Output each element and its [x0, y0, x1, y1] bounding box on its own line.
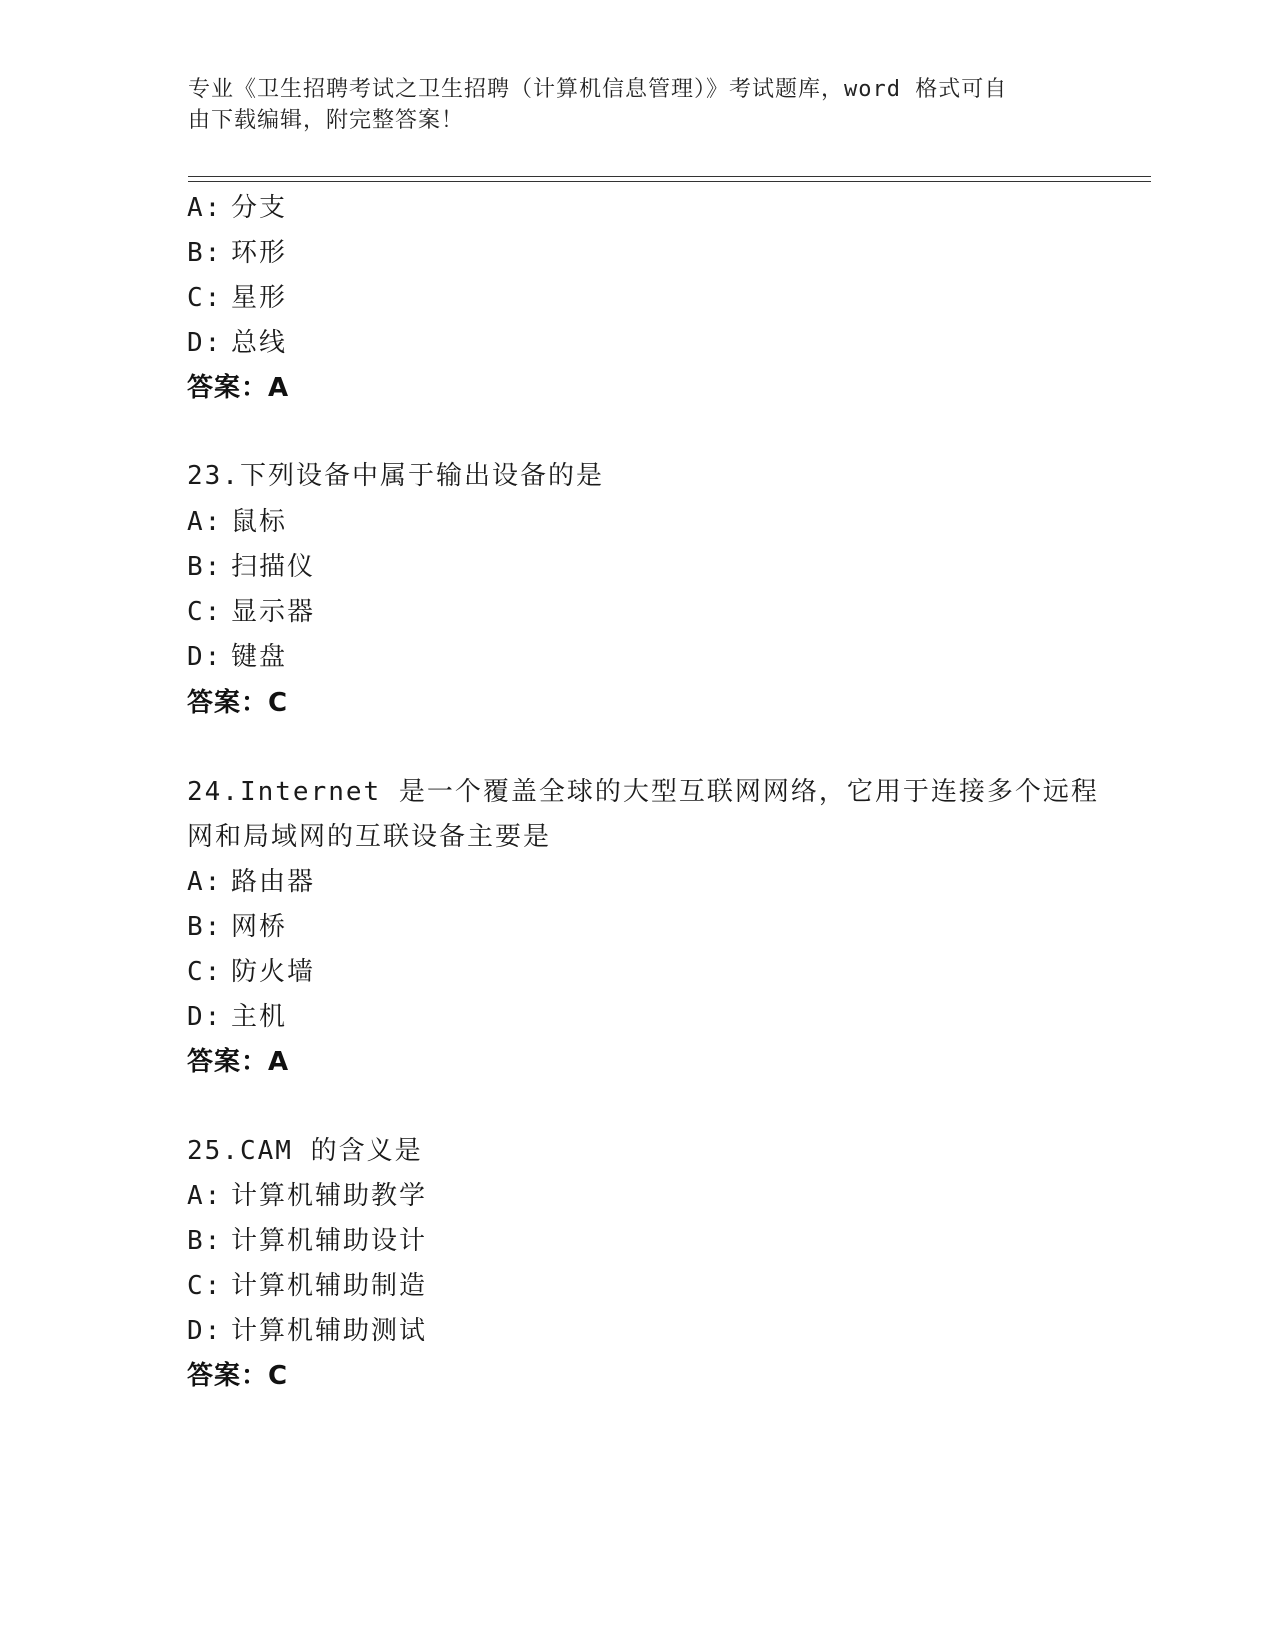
header-line-2: 由下载编辑，附完整答案！ — [188, 108, 465, 133]
option-text: 星形 — [231, 283, 288, 313]
option-label: B: — [187, 238, 223, 268]
answer-value: C — [268, 688, 289, 718]
q22-option-b — [187, 238, 287, 268]
header-divider-top — [188, 176, 1151, 177]
q23-option-b — [187, 552, 315, 582]
option-label: A: — [187, 867, 223, 897]
option-text: 计算机辅助教学 — [231, 1181, 428, 1211]
answer-label: 答案： — [187, 1361, 269, 1391]
q25-question: 25.CAM 的含义是 — [187, 1136, 423, 1166]
q22-option-a — [187, 193, 287, 223]
option-label: D: — [187, 328, 223, 358]
answer-label: 答案： — [187, 688, 269, 718]
option-text: 计算机辅助测试 — [231, 1316, 428, 1346]
q25-option-b — [187, 1226, 427, 1256]
option-text: 计算机辅助制造 — [231, 1271, 428, 1301]
option-text: 显示器 — [231, 597, 316, 627]
option-label: B: — [187, 912, 223, 942]
option-label: B: — [187, 1226, 223, 1256]
q23-option-c — [187, 597, 315, 627]
q23-question: 23.下列设备中属于输出设备的是 — [187, 461, 604, 491]
document-header — [188, 74, 1068, 136]
answer-label: 答案： — [187, 373, 269, 403]
option-label: C: — [187, 1271, 223, 1301]
q24-option-b — [187, 912, 287, 942]
q22-option-c — [187, 283, 287, 313]
q25-option-d — [187, 1316, 427, 1346]
option-text: 键盘 — [231, 642, 288, 672]
option-text: 防火墙 — [231, 957, 316, 987]
option-label: B: — [187, 552, 223, 582]
option-text: 总线 — [231, 328, 288, 358]
option-label: D: — [187, 1316, 223, 1346]
option-label: D: — [187, 1002, 223, 1032]
option-label: C: — [187, 283, 223, 313]
option-label: C: — [187, 957, 223, 987]
q25-option-c — [187, 1271, 427, 1301]
q24-question-line-2: 网和局域网的互联设备主要是 — [187, 822, 552, 852]
q23-option-d — [187, 642, 287, 672]
header-line-1: 专业《卫生招聘考试之卫生招聘（计算机信息管理）》考试题库，word 格式可自 — [188, 77, 1008, 102]
header-divider-bottom — [188, 181, 1151, 182]
answer-value: C — [268, 1361, 289, 1391]
q25-option-a — [187, 1181, 427, 1211]
q24-answer — [187, 1047, 289, 1077]
option-text: 主机 — [231, 1002, 288, 1032]
q22-option-d — [187, 328, 287, 358]
option-label: A: — [187, 507, 223, 537]
option-text: 扫描仪 — [231, 552, 316, 582]
option-text: 计算机辅助设计 — [231, 1226, 428, 1256]
option-label: D: — [187, 642, 223, 672]
q24-question-line-1: 24.Internet 是一个覆盖全球的大型互联网网络，它用于连接多个远程 — [187, 777, 1099, 807]
option-text: 环形 — [231, 238, 288, 268]
q23-answer — [187, 688, 288, 718]
answer-value: A — [268, 373, 290, 403]
q24-option-c — [187, 957, 315, 987]
answer-value: A — [268, 1047, 290, 1077]
q23-option-a — [187, 507, 287, 537]
answer-label: 答案： — [187, 1047, 269, 1077]
option-text: 网桥 — [231, 912, 288, 942]
q22-answer — [187, 373, 289, 403]
option-label: C: — [187, 597, 223, 627]
option-text: 路由器 — [231, 867, 316, 897]
q25-answer — [187, 1361, 288, 1391]
option-label: A: — [187, 1181, 223, 1211]
option-text: 分支 — [231, 193, 288, 223]
option-label: A: — [187, 193, 223, 223]
option-text: 鼠标 — [231, 507, 288, 537]
q24-option-a — [187, 867, 315, 897]
q24-option-d — [187, 1002, 287, 1032]
